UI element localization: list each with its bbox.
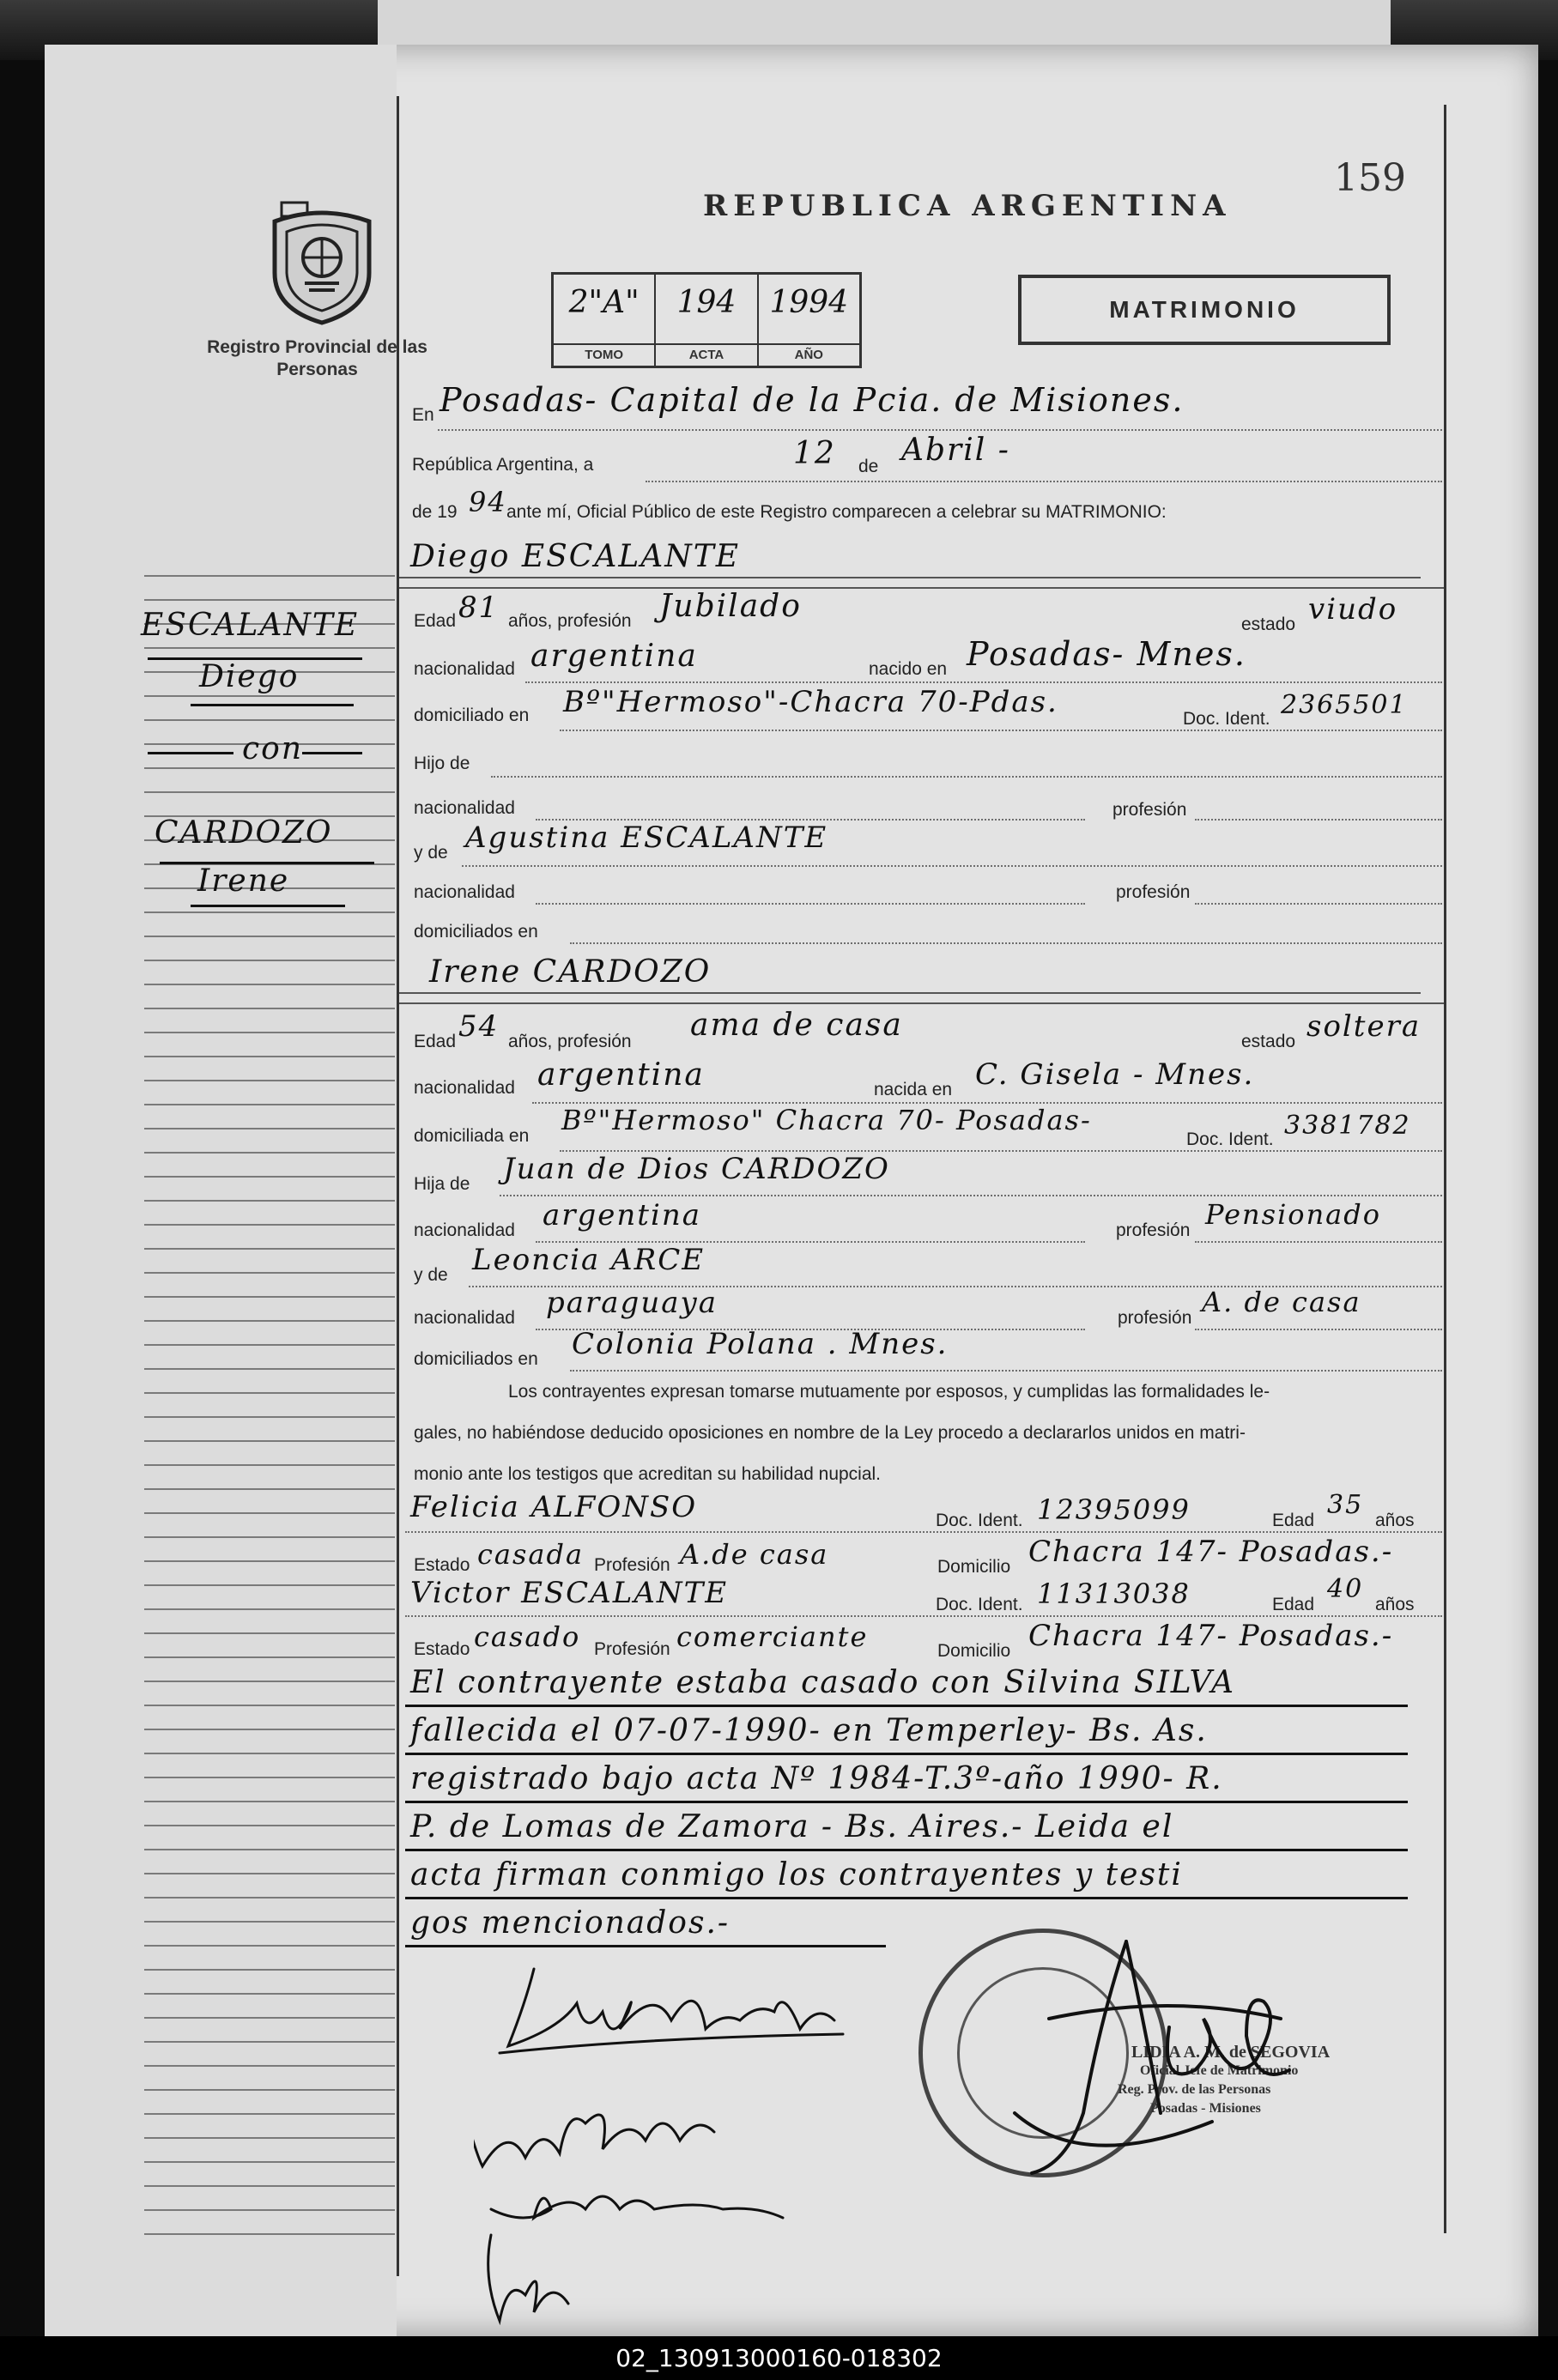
- margin-rule-line: [144, 2041, 395, 2043]
- place-value: Posadas- Capital de la Pcia. de Misiones.: [440, 381, 1185, 419]
- margin-rule-line: [144, 1248, 395, 1250]
- groom-address-line: [560, 730, 1442, 731]
- witness1-age: 35: [1327, 1490, 1364, 1520]
- margin-rule-line: [144, 911, 395, 913]
- margin-rule-line: [144, 1632, 395, 1634]
- margin-rule-line: [144, 2161, 395, 2163]
- margin-rule-line: [144, 2185, 395, 2187]
- note-underline-2: [405, 1753, 1408, 1755]
- groom-father-prof-line: [1195, 819, 1442, 821]
- registry-name: Registro Provincial de las Personas: [207, 337, 427, 379]
- groom-profession: Jubilado: [659, 589, 802, 624]
- witness2-profession: comerciante: [676, 1620, 869, 1653]
- bride-y-de-label: y de: [414, 1265, 448, 1285]
- witness2-doc-label: Doc. Ident.: [936, 1595, 1023, 1614]
- margin-rule-line: [144, 1681, 395, 1682]
- bride-mother-prof-line: [1195, 1329, 1442, 1330]
- acta-label: ACTA: [656, 343, 756, 366]
- margin-rule-line: [144, 647, 395, 649]
- statement-text: ante mí, Oficial Público de este Registro comparecen a celebrar su MATRIMONIO:: [506, 502, 1167, 522]
- margin-rule-line: [144, 1584, 395, 1586]
- margin-rule-line: [144, 2089, 395, 2091]
- groom-address: Bº"Hermoso"-Chacra 70-Pdas.: [563, 685, 1058, 719]
- margin-connector: con: [242, 731, 304, 766]
- witness1-line: [405, 1531, 1442, 1533]
- margin-underline-1: [148, 657, 362, 660]
- note-line-5: acta firman conmigo los contrayentes y testi: [410, 1857, 1183, 1892]
- margin-rule-line: [144, 1152, 395, 1154]
- groom-prof1-label: profesión: [1112, 800, 1187, 820]
- margin-rule-line: [144, 1104, 395, 1105]
- bride-domicilio-label: domiciliada en: [414, 1126, 530, 1146]
- declaration-line-2: gales, no habiéndose deducido oposiciones en nombre de la Ley procedo a declararlos unidos en matri-: [414, 1423, 1246, 1443]
- bride-nationality: argentina: [537, 1057, 705, 1093]
- margin-rule-line: [144, 1416, 395, 1418]
- note-underline-3: [405, 1801, 1408, 1803]
- margin-rule-line: [144, 1440, 395, 1442]
- groom-mother-nat-line: [536, 903, 1085, 905]
- margin-rule-line: [144, 1128, 395, 1129]
- groom-mother-line: [462, 865, 1442, 867]
- margin-rule-line: [144, 2137, 395, 2139]
- margin-rule-line: [144, 1176, 395, 1178]
- bride-father-profession: Pensionado: [1205, 1198, 1381, 1231]
- bride-hija-label: Hija de: [414, 1174, 470, 1194]
- margin-rule-line: [144, 791, 395, 793]
- groom-nationality: argentina: [530, 639, 698, 674]
- witness2-anos-label: años: [1375, 1595, 1415, 1614]
- bride-nac2-label: nacionalidad: [414, 1308, 515, 1328]
- month-value: Abril -: [901, 433, 1010, 468]
- witness1-status: casada: [477, 1538, 585, 1571]
- witness1-doc: 12395099: [1037, 1493, 1191, 1526]
- witness1-doc-label: Doc. Ident.: [936, 1511, 1023, 1530]
- margin-rule-line: [144, 767, 395, 769]
- margin-rule-line: [144, 1512, 395, 1514]
- margin-rule-line: [144, 1488, 395, 1490]
- bride-father-nationality: argentina: [543, 1198, 702, 1232]
- bride-father-prof-line: [1195, 1241, 1442, 1243]
- ano-cell: [759, 275, 859, 366]
- groom-status: viudo: [1308, 592, 1398, 627]
- witness2-edad-label: Edad: [1272, 1595, 1315, 1614]
- margin-rule-line: [144, 1897, 395, 1899]
- provincial-crest-icon: [266, 197, 378, 326]
- groom-domicilio-label: domiciliado en: [414, 706, 530, 725]
- acta-cell: [656, 275, 758, 366]
- bride-mother-nationality: paraguaya: [546, 1286, 718, 1320]
- scan-file-id: 02_130913000160-018302: [0, 2336, 1558, 2380]
- margin-rule-line: [144, 1032, 395, 1033]
- margin-rule-line: [144, 1849, 395, 1850]
- witness1-estado-label: Estado: [414, 1555, 470, 1575]
- margin-rule-line: [144, 1608, 395, 1610]
- official-signature-image: [997, 1916, 1341, 2199]
- margin-rule-line: [144, 1705, 395, 1706]
- bride-status: soltera: [1306, 1009, 1422, 1044]
- groom-prof2-label: profesión: [1116, 882, 1191, 902]
- margin-rule-line: [144, 1392, 395, 1394]
- witness1-anos-label: años: [1375, 1511, 1415, 1530]
- seal-official-place: Posadas - Misiones: [1150, 2101, 1261, 2116]
- margin-rule-line: [144, 1008, 395, 1009]
- groom-y-de-label: y de: [414, 843, 448, 863]
- groom-profesion-label: años, profesión: [508, 611, 632, 631]
- tomo-cell: [554, 275, 656, 366]
- margin-rule-line: [144, 1080, 395, 1081]
- country-title: REPUBLICA ARGENTINA: [703, 189, 1232, 223]
- margin-rule-line: [144, 936, 395, 937]
- margin-rule-line: [144, 1921, 395, 1923]
- margin-rule-line: [144, 599, 395, 601]
- bride-prof1-label: profesión: [1116, 1220, 1191, 1240]
- margin-rule-line: [144, 1368, 395, 1370]
- groom-name-line: [399, 577, 1421, 578]
- bride-edad-label: Edad: [414, 1032, 457, 1051]
- margin-rule-line: [144, 1777, 395, 1778]
- margin-rule-line: [144, 2233, 395, 2235]
- witness1-name: Felicia ALFONSO: [410, 1490, 698, 1524]
- place-line: [438, 429, 1442, 431]
- groom-nac1-label: nacionalidad: [414, 798, 515, 818]
- witness2-doc: 11313038: [1037, 1578, 1191, 1610]
- witness2-name: Victor ESCALANTE: [410, 1576, 729, 1610]
- groom-nationality-line: [525, 681, 1442, 683]
- signatures-image: [474, 1952, 955, 2329]
- margin-rule-line: [144, 2017, 395, 2019]
- groom-doc: 2365501: [1281, 690, 1408, 720]
- margin-rule-line: [144, 1945, 395, 1947]
- record-type-box: MATRIMONIO: [1018, 275, 1391, 345]
- margin-rule-line: [144, 1056, 395, 1057]
- witness1-domicilio-label: Domicilio: [937, 1557, 1011, 1577]
- bride-name: Irene CARDOZO: [429, 954, 712, 990]
- margin-rule-line: [144, 1344, 395, 1346]
- margin-rule-line: [144, 1560, 395, 1562]
- groom-name: Diego ESCALANTE: [410, 539, 741, 574]
- ano-label: AÑO: [759, 343, 859, 366]
- witness1-profesion-label: Profesión: [594, 1555, 670, 1575]
- date-line: [646, 481, 1442, 482]
- de-label: de: [858, 457, 879, 476]
- bride-doc: 3381782: [1284, 1111, 1411, 1141]
- groom-nacido-label: nacido en: [869, 659, 948, 679]
- margin-rule-line: [144, 1993, 395, 1995]
- right-border: [1444, 105, 1446, 2233]
- bride-mother-profession: A. de casa: [1202, 1286, 1361, 1318]
- margin-underline-4: [302, 752, 362, 754]
- note-underline-1: [405, 1705, 1408, 1707]
- margin-divider: [397, 96, 399, 2276]
- bride-parents-address: Colonia Polana . Mnes.: [572, 1327, 949, 1361]
- margin-rule-line: [144, 1536, 395, 1538]
- groom-parents-address-line: [570, 942, 1442, 944]
- bride-nacionalidad-label: nacionalidad: [414, 1078, 515, 1098]
- year-value: 94: [469, 486, 507, 518]
- bride-doc-label: Doc. Ident.: [1186, 1129, 1274, 1149]
- witness2-profesion-label: Profesión: [594, 1639, 670, 1659]
- bride-father-line: [500, 1195, 1442, 1196]
- margin-underline-5: [160, 862, 374, 864]
- margin-rule-line: [144, 2113, 395, 2115]
- note-line-4: P. de Lomas de Zamora - Bs. Aires.- Leida el: [410, 1809, 1174, 1844]
- witness2-address: Chacra 147- Posadas.-: [1028, 1619, 1394, 1653]
- witness2-domicilio-label: Domicilio: [937, 1641, 1011, 1661]
- note-line-6: gos mencionados.-: [410, 1905, 731, 1941]
- margin-rule-line: [144, 1464, 395, 1466]
- margin-surname-bride: CARDOZO: [155, 815, 333, 851]
- margin-rule-line: [144, 1825, 395, 1826]
- witness2-estado-label: Estado: [414, 1639, 470, 1659]
- page-number: 159: [1334, 156, 1406, 200]
- groom-father-line: [491, 776, 1442, 778]
- ano-value: 1994: [769, 285, 849, 320]
- day-value: 12: [793, 436, 836, 471]
- bride-parents-address-line: [570, 1370, 1442, 1372]
- bride-father: Juan de Dios CARDOZO: [503, 1152, 890, 1186]
- margin-rule-line: [144, 1320, 395, 1322]
- margin-rule-line: [144, 1801, 395, 1802]
- witness1-address: Chacra 147- Posadas.-: [1028, 1535, 1394, 1569]
- margin-rule-line: [144, 719, 395, 721]
- bride-mother: Leoncia ARCE: [472, 1243, 706, 1277]
- witness1-profession: A.de casa: [680, 1538, 829, 1571]
- bride-birthplace: C. Gisela - Mnes.: [975, 1057, 1255, 1092]
- margin-underline-2: [191, 704, 354, 706]
- groom-hijo-label: Hijo de: [414, 754, 470, 773]
- republica-label: República Argentina, a: [412, 455, 594, 475]
- bride-nac1-label: nacionalidad: [414, 1220, 515, 1240]
- groom-section-rule: [399, 587, 1444, 589]
- margin-rule-line: [144, 1729, 395, 1730]
- groom-edad-label: Edad: [414, 611, 457, 631]
- tomo-label: TOMO: [554, 343, 654, 366]
- margin-rule-line: [144, 960, 395, 961]
- margin-rule-line: [144, 1200, 395, 1202]
- en-label: En: [412, 405, 434, 425]
- witness2-line: [405, 1615, 1442, 1617]
- seal-official-title-1: Oficial Jefe de Matrimonio: [1140, 2063, 1299, 2078]
- declaration-line-3: monio ante los testigos que acreditan su habilidad nupcial.: [414, 1464, 882, 1484]
- margin-rule-line: [144, 1224, 395, 1226]
- margin-surname-groom: ESCALANTE: [141, 608, 360, 643]
- bride-nacida-label: nacida en: [874, 1080, 953, 1099]
- bride-section-rule: [399, 1002, 1444, 1004]
- note-line-2: fallecida el 07-07-1990- en Temperley- Bs. As.: [410, 1713, 1208, 1748]
- margin-rule-line: [144, 2209, 395, 2211]
- note-underline-6: [405, 1945, 886, 1947]
- note-line-3: registrado bajo acta Nº 1984-T.3º-año 1990- R.: [410, 1761, 1223, 1796]
- margin-rule-line: [144, 2065, 395, 2067]
- margin-rule-line: [144, 1296, 395, 1298]
- register-reference-box: [551, 272, 862, 368]
- margin-rule-line: [144, 1272, 395, 1274]
- seal-official-title-2: Reg. Prov. de las Personas: [1118, 2082, 1271, 2097]
- groom-domiciliados-label: domiciliados en: [414, 922, 538, 942]
- groom-estado-label: estado: [1241, 615, 1296, 634]
- margin-underline-6: [191, 905, 345, 907]
- groom-doc-label: Doc. Ident.: [1183, 709, 1270, 729]
- bride-profesion-label: años, profesión: [508, 1032, 632, 1051]
- bride-domiciliados-label: domiciliados en: [414, 1349, 538, 1369]
- bride-address: Bº"Hermoso" Chacra 70- Posadas-: [561, 1104, 1092, 1136]
- bride-profession: ama de casa: [690, 1008, 903, 1043]
- witness1-edad-label: Edad: [1272, 1511, 1315, 1530]
- margin-rule-line: [144, 575, 395, 577]
- bride-name-line: [399, 992, 1421, 994]
- margin-name-bride: Irene: [197, 863, 290, 899]
- tomo-value: 2"A": [568, 285, 640, 320]
- year-prefix: de 19: [412, 502, 458, 522]
- certificate-page: [45, 45, 1538, 2336]
- groom-mother: Agustina ESCALANTE: [465, 821, 828, 855]
- groom-age: 81: [458, 590, 500, 625]
- margin-rule-line: [144, 984, 395, 985]
- declaration-line-1: Los contrayentes expresan tomarse mutuamente por esposos, y cumplidas las formalidades le-: [508, 1382, 1270, 1402]
- groom-mother-prof-line: [1195, 903, 1442, 905]
- margin-rule-line: [144, 1656, 395, 1658]
- seal-official-name: LIDIA A. M. de SEGOVIA: [1131, 2043, 1331, 2062]
- note-line-1: El contrayente estaba casado con Silvina SILVA: [410, 1665, 1235, 1700]
- margin-rule-line: [144, 1753, 395, 1754]
- bride-age: 54: [458, 1009, 500, 1044]
- margin-rule-line: [144, 1873, 395, 1874]
- groom-birthplace: Posadas- Mnes.: [967, 635, 1246, 673]
- groom-nacionalidad-label: nacionalidad: [414, 659, 515, 679]
- acta-value: 194: [676, 285, 737, 320]
- groom-nac2-label: nacionalidad: [414, 882, 515, 902]
- bride-prof2-label: profesión: [1118, 1308, 1192, 1328]
- note-underline-5: [405, 1897, 1408, 1899]
- witness2-status: casado: [474, 1620, 581, 1653]
- margin-rule-line: [144, 695, 395, 697]
- note-underline-4: [405, 1849, 1408, 1851]
- margin-underline-3: [148, 752, 233, 754]
- bride-estado-label: estado: [1241, 1032, 1296, 1051]
- margin-name-groom: Diego: [199, 659, 300, 694]
- margin-rule-line: [144, 1969, 395, 1971]
- witness2-age: 40: [1327, 1574, 1364, 1604]
